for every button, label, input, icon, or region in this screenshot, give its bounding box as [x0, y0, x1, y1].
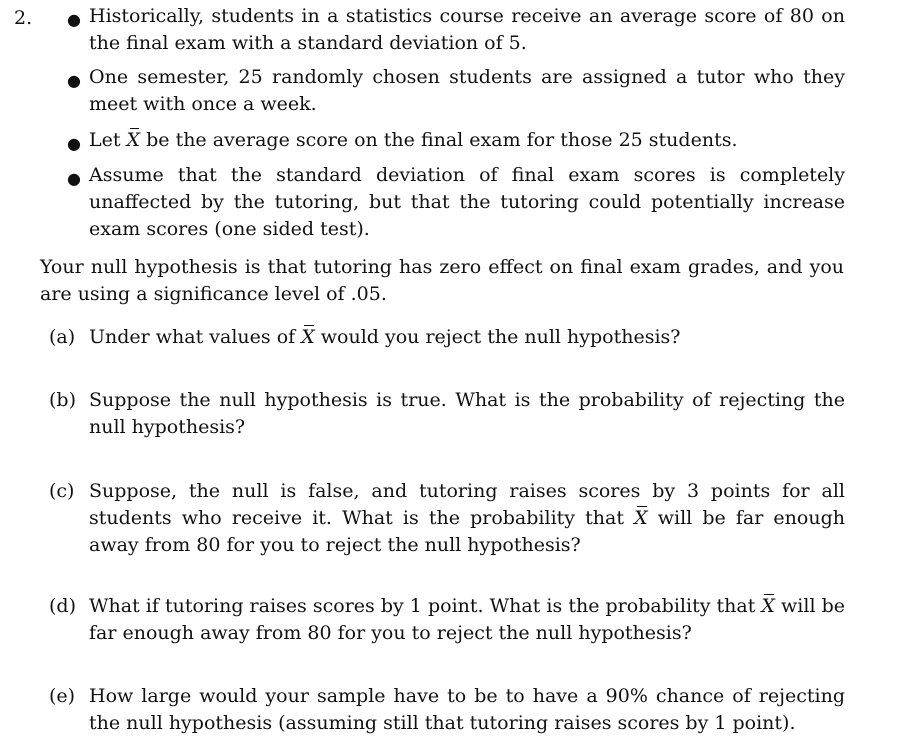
part-d-text-after: will be far enough away from 80 for you to reject the null hypothesis? — [89, 595, 845, 644]
part-a-text-before: Under what values of — [89, 326, 302, 348]
part-c-text — [89, 478, 845, 559]
part-c-label: (c) — [49, 480, 75, 502]
part-e-label: (e) — [49, 685, 76, 707]
bullet-text-after: be the average score on the final exam for those 25 students. — [140, 129, 738, 151]
xbar-symbol: X — [301, 324, 315, 351]
bullet-dot-icon: ● — [67, 134, 81, 153]
bullet-item-semester: One semester, 25 randomly chosen students are assigned a tutor who they meet with once a week. — [89, 66, 845, 115]
xbar-symbol: X — [127, 127, 141, 154]
part-d-text — [89, 593, 845, 647]
part-a-text — [89, 324, 845, 351]
bullet-dot-icon: ● — [67, 169, 81, 188]
problem-number: 2. — [14, 7, 33, 29]
bullet-text-before: Let — [89, 129, 127, 151]
part-c-text-before: Suppose, the null is false, and tutoring raises scores by 3 points for all students who receive it. What is the probability that — [89, 480, 845, 529]
bullet-item-history: Historically, students in a statistics course receive an average score of 80 on the final exam with a standard deviation of 5. — [89, 5, 845, 54]
part-b-text: Suppose the null hypothesis is true. What is the probability of rejecting the null hypothesis? — [89, 389, 845, 438]
part-b-label: (b) — [49, 389, 76, 411]
part-c-text-after: will be far enough away from 80 for you to reject the null hypothesis? — [89, 507, 845, 556]
xbar-symbol: X — [761, 593, 775, 620]
part-a-text-after: would you reject the null hypothesis? — [314, 326, 681, 348]
null-hypothesis-paragraph: Your null hypothesis is that tutoring has zero effect on final exam grades, and you are using a significance level of .05. — [40, 256, 844, 305]
bullet-dot-icon: ● — [67, 10, 81, 29]
part-d-text-before: What if tutoring raises scores by 1 point. What is the probability that — [89, 595, 762, 617]
bullet-item-assumption: Assume that the standard deviation of final exam scores is completely unaffected by the tutoring, but that the tutoring could potentially increase exam scores (one sided test). — [89, 164, 845, 240]
part-e-text: How large would your sample have to be to have a 90% chance of rejecting the null hypothesis (assuming still that tutoring raises scores by 1 point). — [89, 685, 845, 734]
xbar-symbol: X — [634, 505, 648, 532]
bullet-item-define-xbar — [89, 127, 845, 154]
part-d-label: (d) — [49, 595, 76, 617]
bullet-dot-icon: ● — [67, 71, 81, 90]
part-a-label: (a) — [49, 326, 76, 348]
